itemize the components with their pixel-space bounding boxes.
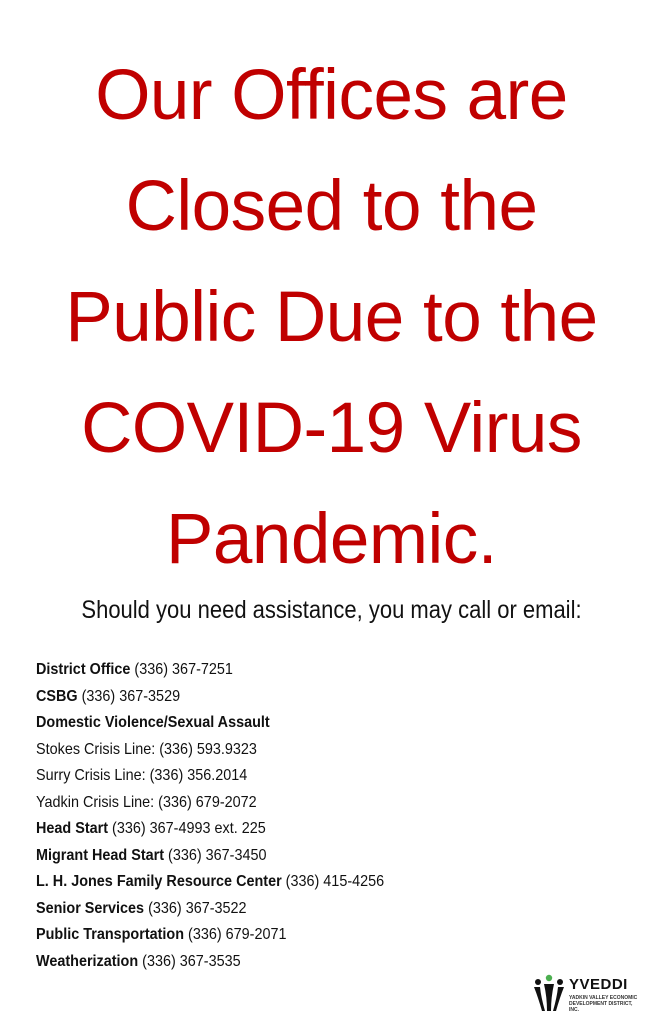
contact-name: Head Start xyxy=(36,820,109,837)
assistance-subheading: Should you need assistance, you may call or email: xyxy=(81,596,582,624)
contact-phone: Surry Crisis Line: (336) 356.2014 xyxy=(36,767,248,784)
contact-public-transportation xyxy=(36,922,540,949)
contact-phone: (336) 679-2071 xyxy=(184,926,287,943)
contact-name: Weatherization xyxy=(36,952,139,970)
contact-phone: Stokes Crisis Line: (336) 593.9323 xyxy=(36,740,257,758)
contact-yadkin-crisis-line xyxy=(36,790,540,817)
contact-name: L. H. Jones Family Resource Center xyxy=(36,873,282,890)
contact-csbg xyxy=(36,684,540,711)
contact-domestic-violence-heading xyxy=(36,710,540,737)
headline-line-1: Our Offices are xyxy=(95,56,568,135)
closure-headline xyxy=(0,40,663,595)
headline-line-4: COVID-19 Virus xyxy=(81,389,582,468)
logo-tagline: YADKIN VALLEY ECONOMIC DEVELOPMENT DISTRICT, INC. xyxy=(569,995,638,1013)
contact-surry-crisis-line xyxy=(36,763,540,790)
contact-phone: Yadkin Crisis Line: (336) 679-2072 xyxy=(36,793,257,811)
contact-phone: (336) 367-3529 xyxy=(77,687,181,705)
logo-wordmark: YVEDDI xyxy=(569,976,628,993)
contact-name: District Office xyxy=(36,661,131,678)
contact-name: Public Transportation xyxy=(36,926,185,943)
contact-migrant-head-start xyxy=(36,843,540,870)
contact-phone: (336) 415-4256 xyxy=(281,873,385,890)
contact-phone: (336) 367-3450 xyxy=(164,846,267,864)
contact-stokes-crisis-line xyxy=(36,737,540,764)
headline-line-2: Closed to the xyxy=(125,167,538,246)
yveddi-logo xyxy=(532,973,642,1013)
contact-weatherization xyxy=(36,949,540,976)
people-figures-icon xyxy=(532,973,566,1013)
contact-name: Migrant Head Start xyxy=(36,846,165,864)
contact-phone: (336) 367-3535 xyxy=(138,952,241,970)
contact-district-office xyxy=(36,657,540,684)
contact-phone: (336) 367-4993 ext. 225 xyxy=(108,820,266,837)
contact-name: Domestic Violence/Sexual Assault xyxy=(36,714,270,731)
contact-name: Senior Services xyxy=(36,899,145,917)
headline-line-5: Pandemic. xyxy=(166,500,497,579)
contact-name: CSBG xyxy=(36,687,78,705)
contact-list xyxy=(36,657,596,975)
contact-head-start xyxy=(36,816,540,843)
contact-senior-services xyxy=(36,896,540,923)
contact-phone: (336) 367-3522 xyxy=(144,899,247,917)
headline-line-3: Public Due to the xyxy=(65,278,598,357)
contact-family-resource-center xyxy=(36,869,540,896)
contact-phone: (336) 367-7251 xyxy=(130,661,233,678)
